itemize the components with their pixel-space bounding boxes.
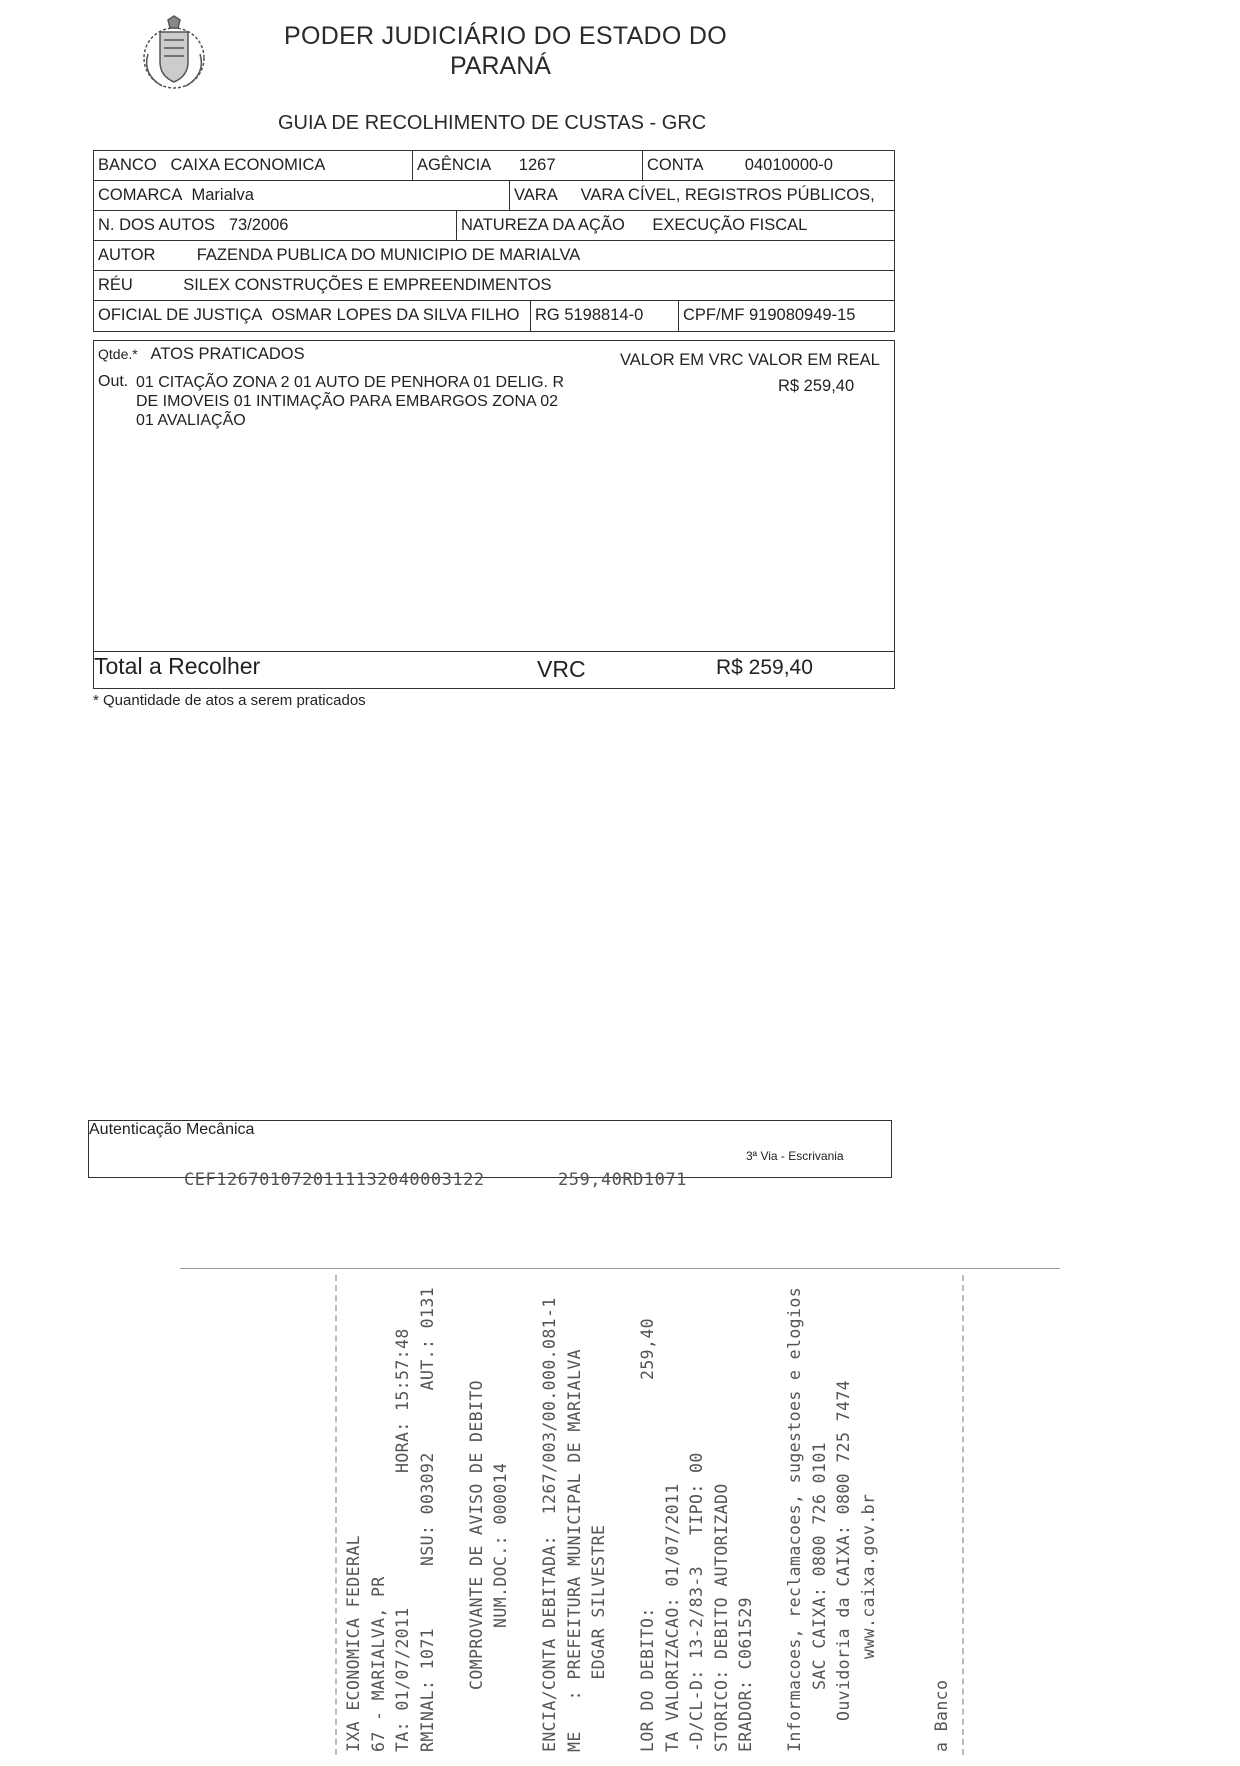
receipt-dashed-border-right	[962, 1275, 964, 1755]
acts-line: DE IMOVEIS 01 INTIMAÇÃO PARA EMBARGOS ZONA 02	[136, 393, 559, 410]
value-real-label: VALOR EM REAL	[748, 351, 880, 369]
receipt-line: LOR DO DEBITO: 259,40	[638, 1317, 657, 1752]
receipt-line: COMPROVANTE DE AVISO DE DEBITO	[466, 1379, 486, 1752]
autos-value: 73/2006	[228, 216, 289, 234]
form-title: GUIA DE RECOLHIMENTO DE CUSTAS - GRC	[278, 112, 707, 134]
total-real: R$ 259,40	[716, 656, 813, 679]
account-label: CONTA	[647, 156, 704, 174]
bank-value: CAIXA ECONOMICA	[170, 156, 326, 174]
receipt-top-rule	[180, 1268, 1060, 1269]
authentication-code: CEF1267010720111132040003122	[184, 1170, 485, 1190]
receipt-line: STORICO: DEBITO AUTORIZADO	[711, 1483, 731, 1752]
officer-value: OSMAR LOPES DA SILVA FILHO	[271, 306, 520, 324]
autos-row	[94, 211, 894, 241]
officer-row	[94, 301, 894, 331]
author-row	[94, 241, 894, 271]
qtde-label: Qtde.*	[98, 346, 138, 362]
cpf-value: CPF/MF 919080949-15	[683, 306, 856, 324]
acts-table	[93, 340, 895, 689]
agency-label: AGÊNCIA	[417, 156, 492, 174]
bank-label: BANCO	[98, 156, 157, 174]
total-vrc: VRC	[537, 656, 586, 682]
receipt-line: IXA ECONOMICA FEDERAL	[344, 1534, 363, 1752]
defendant-label: RÉU	[98, 276, 133, 294]
comarca-label: COMARCA	[98, 186, 183, 204]
agency-value: 1267	[518, 156, 556, 174]
act-value-real: R$ 259,40	[778, 377, 855, 395]
receipt-line: ME : PREFEITURA MUNICIPAL DE MARIALVA	[564, 1348, 584, 1752]
receipt-line: EDGAR SILVESTRE	[589, 1524, 608, 1752]
vara-label: VARA	[514, 186, 558, 204]
nature-label: NATUREZA DA AÇÃO	[461, 216, 625, 234]
case-info-table	[93, 150, 895, 332]
author-label: AUTOR	[98, 246, 156, 264]
autos-label: N. DOS AUTOS	[98, 216, 216, 234]
authentication-label: Autenticação Mecânica	[89, 1121, 255, 1138]
receipt-line: -D/CL-D: 13-2/83-3 TIPO: 00	[687, 1452, 706, 1752]
receipt-line: NUM.DOC.: 000014	[491, 1462, 510, 1752]
account-value: 04010000-0	[744, 156, 833, 174]
via-label: 3ª Via - Escrivania	[746, 1149, 844, 1163]
defendant-value: SILEX CONSTRUÇÕES E EMPREENDIMENTOS	[183, 276, 552, 294]
receipt-line: Ouvidoria da CAIXA: 0800 725 7474	[834, 1379, 853, 1752]
receipt-line: a Banco	[932, 1679, 951, 1752]
receipt-line: www.caixa.gov.br	[858, 1493, 878, 1752]
receipt-line: ENCIA/CONTA DEBITADA: 1267/003/00.000.081-1	[540, 1297, 559, 1752]
rg-value: RG 5198814-0	[535, 306, 644, 324]
defendant-row	[94, 271, 894, 301]
receipt-line: Informacoes, reclamacoes, sugestoes e elogios	[785, 1286, 804, 1752]
total-label: Total a Recolher	[94, 653, 261, 679]
acts-line: 01 CITAÇÃO ZONA 2 01 AUTO DE PENHORA 01 DELIG. R	[136, 374, 564, 391]
acts-description	[136, 373, 576, 430]
court-name-line1: PODER JUDICIÁRIO DO ESTADO DO	[284, 22, 728, 50]
authentication-code-value: 259,40RD1071	[558, 1170, 687, 1190]
acts-prefix: Out.	[98, 373, 129, 390]
court-name-line2: PARANÁ	[450, 52, 551, 80]
receipt-line: TA VALORIZACAO: 01/07/2011	[662, 1483, 682, 1752]
acts-line: 01 AVALIAÇÃO	[136, 412, 246, 429]
bank-row	[94, 151, 894, 181]
receipt-line: SAC CAIXA: 0800 726 0101	[809, 1441, 829, 1752]
receipt-line: RMINAL: 1071 NSU: 003092 AUT.: 0131	[417, 1286, 437, 1752]
nature-value: EXECUÇÃO FISCAL	[652, 216, 808, 234]
footnote: * Quantidade de atos a serem praticados	[93, 692, 366, 709]
receipt-line: 67 - MARIALVA, PR	[368, 1576, 388, 1752]
acts-label: ATOS PRATICADOS	[150, 345, 305, 363]
receipt-dashed-border-left	[335, 1275, 337, 1755]
author-value: FAZENDA PUBLICA DO MUNICIPIO DE MARIALVA	[196, 246, 581, 264]
comarca-value: Marialva	[191, 186, 254, 204]
receipt-line: TA: 01/07/2011 HORA: 15:57:48	[393, 1328, 412, 1752]
coat-of-arms-seal-icon	[138, 14, 210, 94]
value-vrc-label: VALOR EM VRC	[620, 351, 744, 369]
officer-label: OFICIAL DE JUSTIÇA	[98, 306, 263, 324]
comarca-row	[94, 181, 894, 211]
receipt-line: ERADOR: C061529	[736, 1596, 755, 1752]
vara-value: VARA CÍVEL, REGISTROS PÚBLICOS,	[580, 186, 875, 204]
